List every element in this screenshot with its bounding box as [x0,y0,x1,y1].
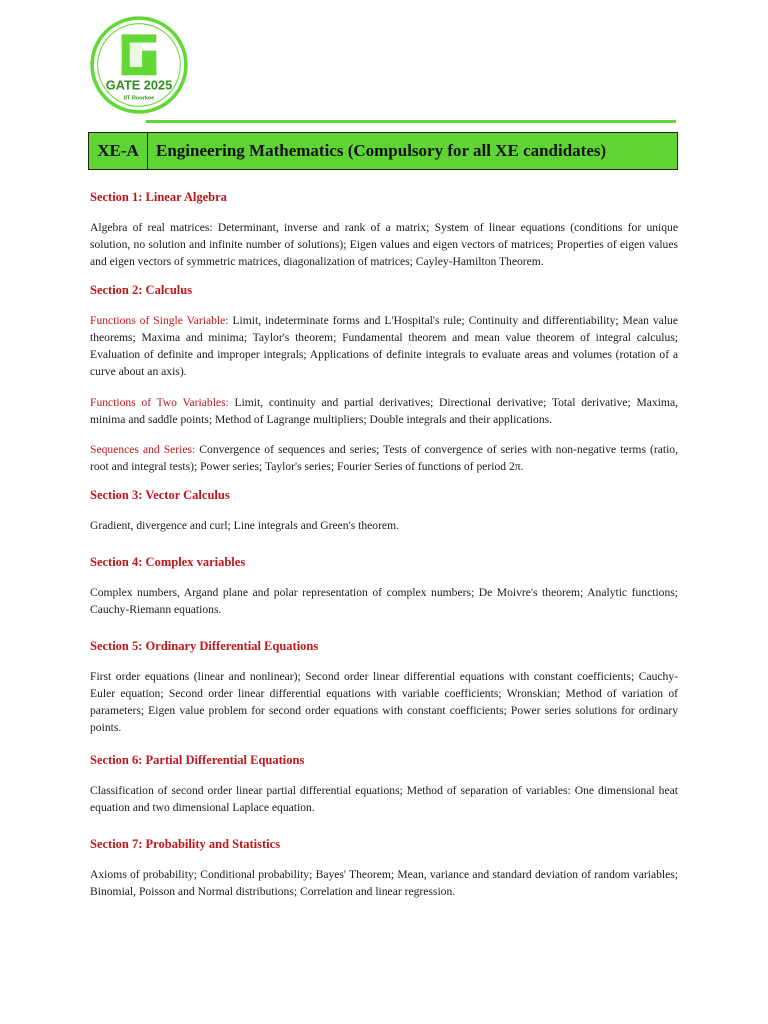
course-code: XE-A [89,133,148,169]
section-4-text: Complex numbers, Argand plane and polar representation of complex numbers; De Moivre's theorem; Analytic functions; Cauchy-Riemann equations. [90,586,678,616]
logo-iit-text: IIT Roorkee [123,95,155,102]
section-5-text: First order equations (linear and nonlinear); Second order linear differential equations with constant coefficients; Cauchy-Euler equation; Second order linear differential equations with variable coefficients; Wronskian; Method of variation of parameters; Eigen value problem for second order equations with constant coefficients; Power series solutions for ordinary points. [90,670,678,734]
section-6-heading: Section 6: Partial Differential Equations [90,753,305,767]
gate-2025-logo [88,14,190,116]
syllabus-content [90,190,678,900]
header-divider [146,120,676,123]
section-7-heading: Section 7: Probability and Statistics [90,837,281,851]
section-1-text: Algebra of real matrices: Determinant, inverse and rank of a matrix; System of linear equations (conditions for unique solution, no solution and infinite number of solutions); Eigen values and eigen vectors of matrices; Properties of eigen values and eigen vectors of symmetric matrices, diagonalization of matrices; Cayley-Hamilton Theorem. [90,221,678,268]
section-4-heading: Section 4: Complex variables [90,555,246,569]
gate-logo-emblem-icon [88,14,190,116]
section-1-heading: Section 1: Linear Algebra [90,190,227,204]
section-6-text: Classification of second order linear partial differential equations; Method of separation of variables: One dimensional heat equation and two dimensional Laplace equation. [90,784,678,814]
sequences-series-label: Sequences and Series: [90,443,196,456]
section-5-heading: Section 5: Ordinary Differential Equations [90,639,319,653]
section-2-sequences-text: Sequences and Series: Convergence of sequences and series; Tests of convergence of series with non-negative terms (ratio, root and integral tests); Power series; Taylor's series; Fourier Series of functions of period 2π. [90,443,678,473]
section-3-heading: Section 3: Vector Calculus [90,488,230,502]
logo-gate-text: GATE 2025 [105,77,173,93]
two-variables-label: Functions of Two Variables: [90,396,229,409]
section-2-two-variables-text: Functions of Two Variables: Limit, continuity and partial derivatives; Directional derivative; Total derivative; Maxima, minima and saddle points; Method of Lagrange multipliers; Double integrals and their applications. [90,396,678,426]
section-2-single-variable-text: Functions of Single Variable: Limit, indeterminate forms and L'Hospital's rule; Continuity and differentiability; Mean value theorems; Maxima and minima; Taylor's theorem; Fundamental theorem and mean value theorem of integral calculus; Evaluation of definite and improper integrals; Applications of definite integrals to evaluate areas and volumes (rotation of a curve about an axis). [90,314,678,378]
section-3-text: Gradient, divergence and curl; Line integrals and Green's theorem. [90,519,399,532]
course-header [88,132,678,170]
section-7-text: Axioms of probability; Conditional probability; Bayes' Theorem; Mean, variance and standard deviation of random variables; Binomial, Poisson and Normal distributions; Correlation and linear regression. [90,868,678,898]
course-title: Engineering Mathematics (Compulsory for all XE candidates) [156,141,607,160]
section-2-heading: Section 2: Calculus [90,283,193,297]
single-variable-label: Functions of Single Variable: [90,314,229,327]
